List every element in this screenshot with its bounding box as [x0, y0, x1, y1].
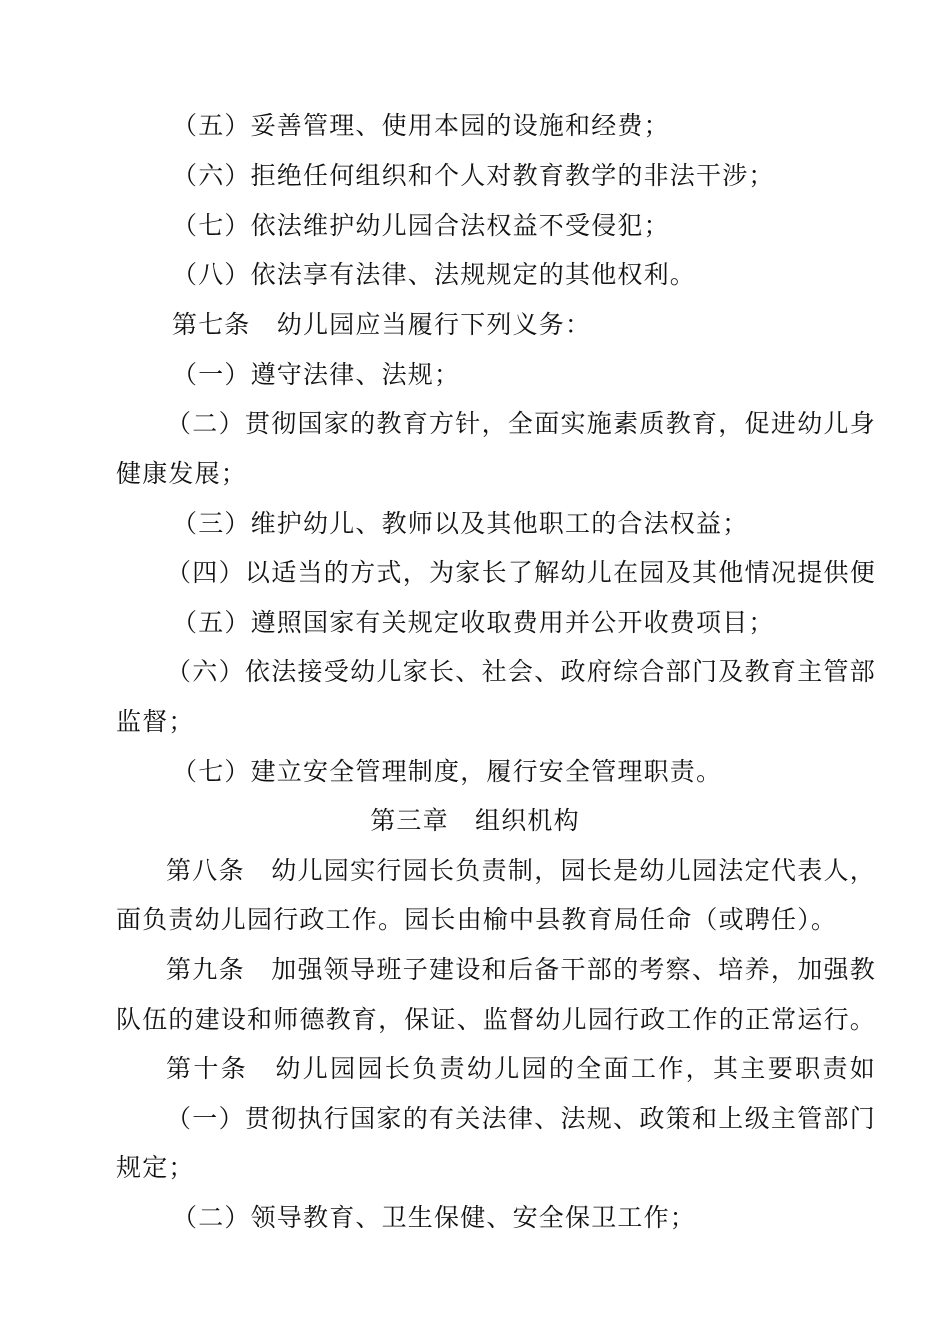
text-line: （六）拒绝任何组织和个人对教育教学的非法干涉； — [172, 161, 775, 190]
text-line: （八）依法享有法律、法规规定的其他权利。 — [172, 260, 697, 289]
text-line: （七）依法维护幼儿园合法权益不受侵犯； — [172, 211, 670, 240]
text-line: （四）以适当的方式，为家长了解幼儿在园及其他情况提供便 — [166, 558, 876, 587]
text-line: 第八条 幼儿园实行园长负责制，园长是幼儿园法定代表人， — [166, 856, 876, 885]
text-line: 监督； — [116, 707, 195, 736]
text-line: （一）遵守法律、法规； — [172, 360, 461, 389]
text-line: （五）遵照国家有关规定收取费用并公开收费项目； — [172, 608, 775, 637]
article-heading: 第七条 幼儿园应当履行下列义务： — [172, 310, 592, 339]
text-line: 第九条 加强领导班子建设和后备干部的考察、培养，加强教 — [166, 955, 876, 984]
text-line: （七）建立安全管理制度，履行安全管理职责。 — [172, 757, 723, 786]
text-line: （二）领导教育、卫生保健、安全保卫工作； — [172, 1203, 697, 1232]
text-line: 规定； — [116, 1153, 195, 1182]
text-line: 面负责幼儿园行政工作。园长由榆中县教育局任命（或聘任）。 — [116, 905, 838, 934]
text-line: 第十条 幼儿园园长负责幼儿园的全面工作，其主要职责如 — [166, 1054, 876, 1083]
text-line: （一）贯彻执行国家的有关法律、法规、政策和上级主管部门 — [166, 1104, 876, 1133]
text-line: 队伍的建设和师德教育，保证、监督幼儿园行政工作的正常运行。 — [116, 1005, 876, 1034]
text-line: 健康发展； — [116, 459, 248, 488]
text-line: （六）依法接受幼儿家长、社会、政府综合部门及教育主管部 — [166, 657, 876, 686]
text-line: （三）维护幼儿、教师以及其他职工的合法权益； — [172, 509, 749, 538]
chapter-heading: 第三章 组织机构 — [370, 806, 580, 835]
text-line: （五）妥善管理、使用本园的设施和经费； — [172, 111, 670, 140]
text-line: （二）贯彻国家的教育方针，全面实施素质教育，促进幼儿身 — [166, 409, 876, 438]
